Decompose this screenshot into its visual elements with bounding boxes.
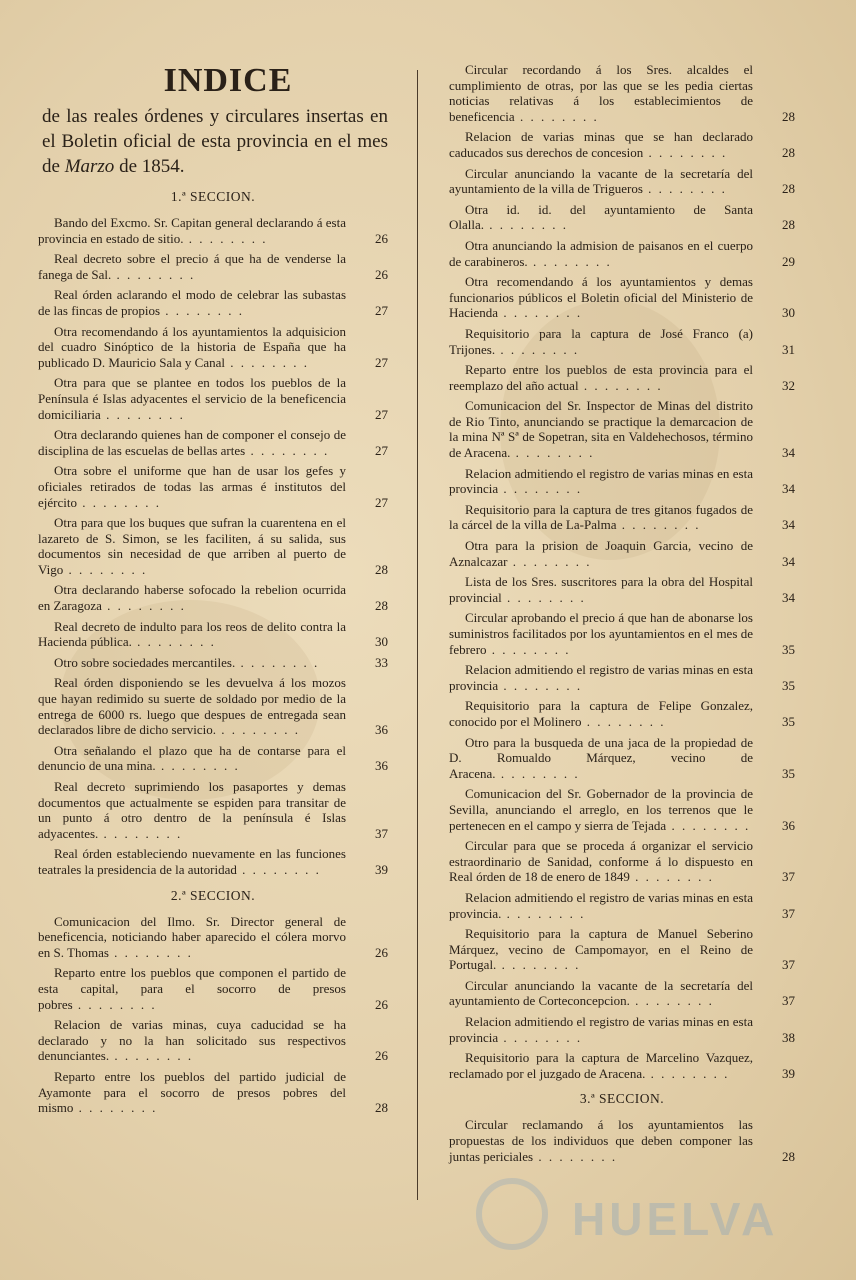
entry-text: Real órden disponiendo se les devuelva á los mozos que hayan redimido su suerte de soldado por medio de la entrega de 6000 rs. luego que despues de entregada sean declarados libre de dicho servicio. . . [38, 675, 346, 737]
entry-page-number: 37 [782, 869, 795, 885]
index-entry [449, 238, 795, 269]
index-entry [449, 129, 795, 160]
entry-page-number: 26 [375, 266, 388, 282]
entry-text: Requisitorio para la captura de Marcelino Vazquez, reclamado por el juzgado de Aracena. . . [449, 1050, 753, 1081]
entry-page-number: 28 [375, 598, 388, 614]
entry-page-number: 27 [375, 406, 388, 422]
page-subtitle [42, 104, 388, 179]
entry-page-number: 26 [375, 996, 388, 1012]
entry-page-number: 28 [782, 217, 795, 233]
index-entry [38, 251, 388, 282]
watermark-seal-icon [476, 1178, 548, 1250]
right-column [449, 62, 795, 1169]
entry-page-number: 28 [782, 181, 795, 197]
entry-page-number: 36 [375, 722, 388, 738]
entry-page-number: 37 [375, 825, 388, 841]
entry-page-number: 34 [782, 553, 795, 569]
watermark: HUELVA [572, 1193, 779, 1245]
entry-text: Reparto entre los pueblos que componen el partido de esta capital, para el socorro de presos pobres . . [38, 965, 346, 1012]
entry-page-number: 39 [782, 1065, 795, 1081]
entry-text: Real órden estableciendo nuevamente en las funciones teatrales la presidencia de la autoridad . . [38, 846, 346, 877]
index-entry [449, 786, 795, 833]
index-entry [449, 62, 795, 124]
index-entry [449, 362, 795, 393]
index-entry [449, 662, 795, 693]
entry-page-number: 30 [782, 305, 795, 321]
entry-text: Relacion admitiendo el registro de varias minas en esta provincia . . [449, 662, 753, 693]
index-entry [449, 398, 795, 460]
entry-text: Requisitorio para la captura de Felipe Gonzalez, conocido por el Molinero . . [449, 698, 753, 729]
index-entry [449, 890, 795, 921]
index-entry [449, 698, 795, 729]
entry-text: Otra para que se plantee en todos los pueblos de la Península é Islas adyacentes el servicio de la beneficencia domiciliaria . . [38, 375, 346, 422]
index-entry [449, 926, 795, 973]
right-section-2-list [449, 62, 795, 1081]
index-entry [38, 846, 388, 877]
subtitle-pre: de las reales órdenes y circulares insertas en el Boletin oficial de esta provincia en el mes de [42, 106, 388, 177]
entry-text: Requisitorio para la captura de tres gitanos fugados de la cárcel de la villa de La-Palma . . [449, 502, 753, 533]
entry-text: Real decreto sobre el precio á que ha de venderse la fanega de Sal. . . [38, 251, 346, 282]
entry-page-number: 32 [782, 377, 795, 393]
index-entry [38, 427, 388, 458]
index-entry [38, 779, 388, 841]
left-section-1-list [38, 215, 388, 878]
entry-page-number: 29 [782, 253, 795, 269]
entry-text: Circular anunciando la vacante de la secretaría del ayuntamiento de Corteconcepcion. . . [449, 978, 753, 1009]
entry-page-number: 34 [782, 481, 795, 497]
entry-text: Comunicacion del Ilmo. Sr. Director general de beneficencia, noticiando haber aparecido el cólera morvo en S. Thomas . . [38, 914, 346, 961]
entry-text: Real decreto suprimiendo los pasaportes y demas documentos que actualmente se espiden para transitar de un punto á otro dentro de la península é Islas adyacentes. . . [38, 779, 346, 841]
entry-page-number: 36 [375, 758, 388, 774]
entry-text: Circular reclamando á los ayuntamientos las propuestas de los individuos que deben componer las juntas periciales . . [449, 1117, 753, 1164]
entry-text: Reparto entre los pueblos del partido judicial de Ayamonte para el socorro de presos pobres del mismo . . [38, 1069, 346, 1116]
index-entry [449, 538, 795, 569]
subtitle-month: Marzo [64, 156, 115, 177]
entry-text: Otra anunciando la admision de paisanos en el cuerpo de carabineros. . . [449, 238, 753, 269]
section-heading-2: 2.ª SECCION. [170, 887, 256, 903]
entry-page-number: 35 [782, 713, 795, 729]
entry-page-number: 34 [782, 445, 795, 461]
right-section-3-list [449, 1117, 795, 1164]
column-divider [417, 70, 418, 1200]
entry-page-number: 34 [782, 517, 795, 533]
entry-page-number: 35 [782, 765, 795, 781]
entry-text: Otra para la prision de Joaquin Garcia, vecino de Aznalcazar . . [449, 538, 753, 569]
entry-text: Requisitorio para la captura de Manuel Seberino Márquez, vecino de Campomayor, en el Reino de Portugal. . . [449, 926, 753, 973]
index-entry [38, 582, 388, 613]
index-entry [449, 502, 795, 533]
index-entry [38, 215, 388, 246]
entry-text: Relacion admitiendo el registro de varias minas en esta provincia . . [449, 466, 753, 497]
entry-page-number: 37 [782, 957, 795, 973]
entry-text: Otra para que los buques que sufran la cuarentena en el lazareto de S. Simon, se les faciliten, á su salida, sus documentos sin necesidad de que arriben al puerto de Vigo . . [38, 515, 346, 577]
entry-page-number: 28 [782, 1148, 795, 1164]
entry-page-number: 28 [375, 1100, 388, 1116]
entry-text: Relacion de varias minas, cuya caducidad se ha declarado y no la han solicitado sus respectivos denunciantes. . . [38, 1017, 346, 1064]
entry-text: Otra sobre el uniforme que han de usar los gefes y oficiales retirados de todas las armas é institutos del ejército . . [38, 463, 346, 510]
entry-page-number: 37 [782, 905, 795, 921]
entry-page-number: 27 [375, 302, 388, 318]
entry-text: Comunicacion del Sr. Gobernador de la provincia de Sevilla, anunciando el arreglo, en los terrenos que le pertenecen en el campo y sierra de Tejada . . [449, 786, 753, 833]
index-entry [449, 166, 795, 197]
index-entry [38, 515, 388, 577]
index-entry [38, 965, 388, 1012]
index-entry [449, 978, 795, 1009]
left-section-2-list [38, 914, 388, 1116]
entry-text: Otro para la busqueda de una jaca de la propiedad de D. Romualdo Márquez, vecino de Aracena. . . [449, 735, 753, 782]
index-entry [449, 1050, 795, 1081]
subtitle-post: de 1854. [114, 156, 185, 177]
entry-text: Real decreto de indulto para los reos de delito contra la Hacienda pública. . . [38, 619, 346, 650]
section-heading-1: 1.ª SECCION. [170, 189, 256, 204]
section-heading-3: 3.ª SECCION. [579, 1091, 665, 1107]
entry-page-number: 39 [375, 861, 388, 877]
entry-text: Comunicacion del Sr. Inspector de Minas del distrito de Rio Tinto, anunciando se practique la demarcacion de la mina Nª Sª de Sopetran, sita en Valdehechosos, término de Aracena. . . [449, 398, 753, 460]
index-entry [38, 655, 388, 671]
entry-page-number: 34 [782, 589, 795, 605]
entry-page-number: 27 [375, 494, 388, 510]
entry-page-number: 26 [375, 230, 388, 246]
entry-page-number: 36 [782, 817, 795, 833]
index-entry [38, 675, 388, 737]
entry-text: Otra señalando el plazo que ha de contarse para el denuncio de una mina. . . [38, 743, 346, 774]
entry-page-number: 38 [782, 1029, 795, 1045]
entry-page-number: 28 [782, 108, 795, 124]
left-column [38, 0, 388, 1121]
entry-page-number: 28 [782, 144, 795, 160]
entry-text: Otra recomendando á los ayuntamientos la adquisicion del cuadro Sinóptico de la historia de España que ha publicado D. Mauricio Sala y Canal . . [38, 324, 346, 371]
entry-text: Bando del Excmo. Sr. Capitan general declarando á esta provincia en estado de sitio. . . [38, 215, 346, 246]
entry-text: Requisitorio para la captura de José Franco (a) Trijones. . . [449, 326, 753, 357]
entry-page-number: 31 [782, 341, 795, 357]
entry-text: Reparto entre los pueblos de esta provincia para el reemplazo del año actual . . [449, 362, 753, 393]
entry-text: Relacion de varias minas que se han declarado caducados sus derechos de concesion . . [449, 129, 753, 160]
index-entry [38, 287, 388, 318]
entry-text: Relacion admitiendo el registro de varias minas en esta provincia. . . [449, 890, 753, 921]
entry-text: Real órden aclarando el modo de celebrar las subastas de las fincas de propios . . [38, 287, 346, 318]
entry-page-number: 33 [375, 654, 388, 670]
index-entry [38, 324, 388, 371]
entry-text: Otra recomendando á los ayuntamientos y demas funcionarios públicos el Boletin oficial del Ministerio de Hacienda . . [449, 274, 753, 321]
index-entry [38, 375, 388, 422]
entry-text: Circular para que se proceda á organizar el servicio estraordinario de Sanidad, conforme á lo dispuesto en Real órden de 18 de enero de 1849 . . [449, 838, 753, 885]
entry-page-number: 27 [375, 354, 388, 370]
entry-text: Circular anunciando la vacante de la secretaría del ayuntamiento de la villa de Trigueros . . [449, 166, 753, 197]
index-entry [449, 466, 795, 497]
index-entry [38, 619, 388, 650]
index-entry [38, 463, 388, 510]
entry-page-number: 27 [375, 442, 388, 458]
index-entry [449, 1014, 795, 1045]
index-entry [38, 1069, 388, 1116]
entry-text: Otra id. id. del ayuntamiento de Santa Olalla. . . [449, 202, 753, 233]
index-entry [449, 838, 795, 885]
index-entry [38, 914, 388, 961]
entry-text: Otra declarando haberse sofocado la rebelion ocurrida en Zaragoza . . [38, 582, 346, 613]
entry-page-number: 28 [375, 561, 388, 577]
entry-text: Otro sobre sociedades mercantiles. . . [38, 655, 346, 671]
entry-text: Otra declarando quienes han de componer el consejo de disciplina de las escuelas de bellas artes . . [38, 427, 346, 458]
entry-page-number: 35 [782, 641, 795, 657]
index-entry [449, 202, 795, 233]
index-entry [38, 1017, 388, 1064]
entry-page-number: 37 [782, 993, 795, 1009]
entry-text: Circular aprobando el precio á que han de abonarse los suministros facilitados por los ayuntamientos en el mes de febrero . . [449, 610, 753, 657]
entry-page-number: 35 [782, 677, 795, 693]
entry-page-number: 30 [375, 634, 388, 650]
index-entry [449, 610, 795, 657]
index-entry [449, 574, 795, 605]
index-entry [449, 1117, 795, 1164]
entry-text: Relacion admitiendo el registro de varias minas en esta provincia . . [449, 1014, 753, 1045]
entry-page-number: 26 [375, 1048, 388, 1064]
entry-page-number: 26 [375, 944, 388, 960]
entry-text: Lista de los Sres. suscritores para la obra del Hospital provincial . . [449, 574, 753, 605]
index-entry [449, 735, 795, 782]
index-entry [38, 743, 388, 774]
index-entry [449, 326, 795, 357]
page-title: INDICE [163, 62, 293, 99]
index-entry [449, 274, 795, 321]
entry-text: Circular recordando á los Sres. alcaldes el cumplimiento de otras, por las que se les pedia ciertas noticias relativas á los establecimientos de beneficencia . . [449, 62, 753, 124]
